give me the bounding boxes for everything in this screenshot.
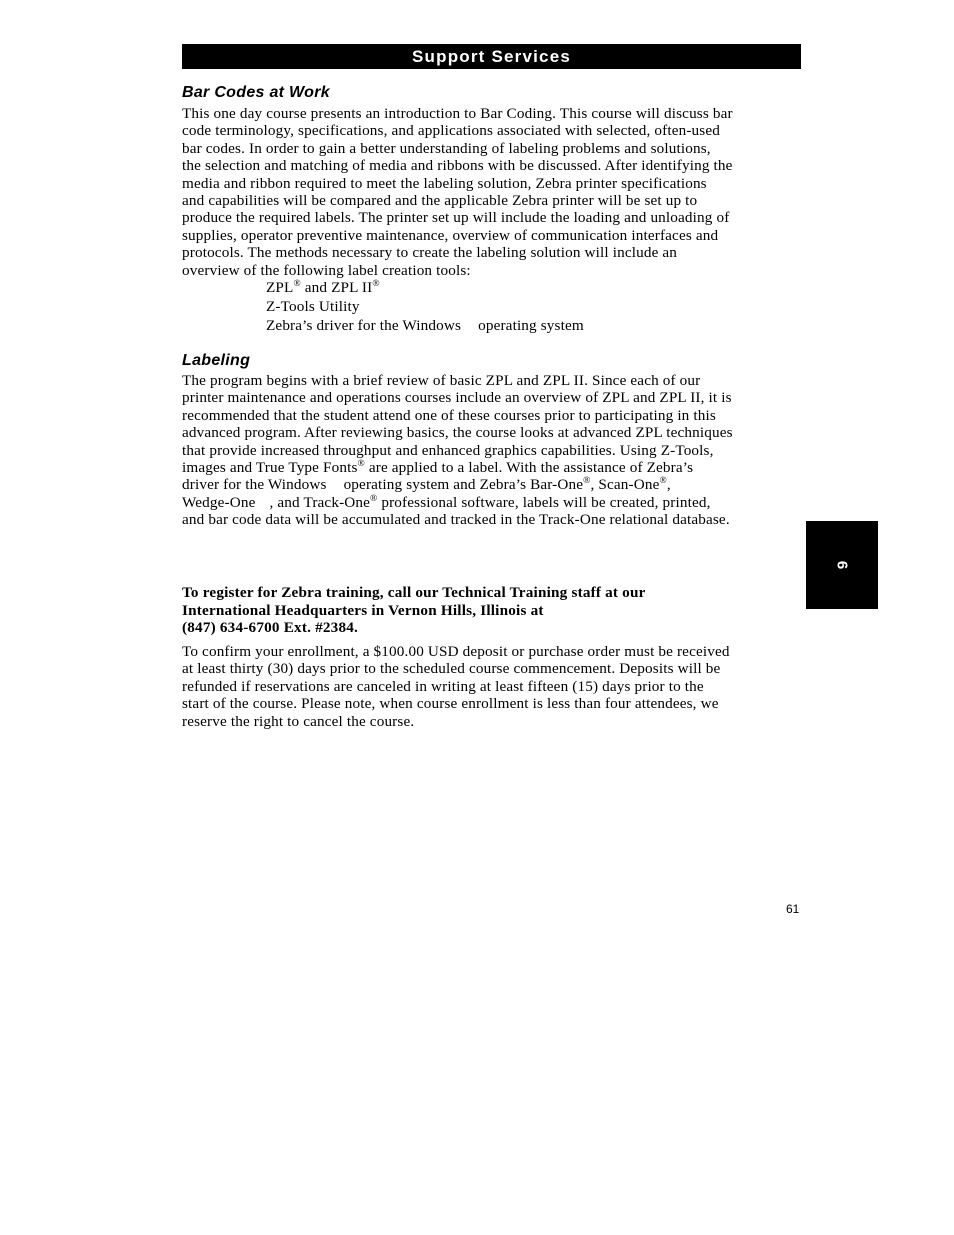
paragraph-line: recommended that the student attend one of these courses prior to participating in this xyxy=(182,406,716,424)
paragraph-line: images and True Type Fonts® are applied to a label. With the assistance of Zebra’s xyxy=(182,459,694,477)
paragraph-line: bar codes. In order to gain a better understanding of labeling problems and solutions, xyxy=(182,139,711,157)
label-creation-tools-list xyxy=(266,278,584,335)
chapter-tab-label: 6 xyxy=(833,560,851,570)
paragraph-line: that provide increased throughput and enhanced graphics capabilities. Using Z-Tools, xyxy=(182,441,714,459)
page-number: 61 xyxy=(786,902,800,916)
paragraph-line: The program begins with a brief review of basic ZPL and ZPL II. Since each of our xyxy=(182,372,701,389)
paragraph-line: driver for the Windows operating system and Zebra’s Bar-One®, Scan-One®, xyxy=(182,476,671,494)
heading-labeling: Labeling xyxy=(182,352,251,369)
paragraph-line: overview of the following label creation tools: xyxy=(182,261,471,279)
section-header-title: Support Services xyxy=(411,47,572,66)
paragraph-line: produce the required labels. The printer set up will include the loading and unloading of xyxy=(182,209,730,227)
registration-contact xyxy=(182,584,646,637)
paragraph-line: and bar code data will be accumulated and tracked in the Track-One relational database. xyxy=(182,511,730,529)
paragraph-line: the selection and matching of media and ribbons with be discussed. After identifying the xyxy=(182,157,733,175)
section-header-bar xyxy=(182,44,801,69)
paragraph-line: at least thirty (30) days prior to the scheduled course commencement. Deposits will be xyxy=(182,660,721,678)
paragraph-line: and capabilities will be compared and the applicable Zebra printer will be set up to xyxy=(182,192,698,210)
paragraph-line: Wedge-One , and Track-One® professional software, labels will be created, printed, xyxy=(182,493,711,511)
paragraph-line: supplies, operator preventive maintenance, overview of communication interfaces and xyxy=(182,226,719,244)
registration-line: International Headquarters in Vernon Hills, Illinois at xyxy=(182,601,544,619)
heading-bar-codes-at-work: Bar Codes at Work xyxy=(182,84,330,101)
paragraph-line: This one day course presents an introduction to Bar Coding. This course will discuss bar xyxy=(182,105,733,122)
paragraph-line: reserve the right to cancel the course. xyxy=(182,712,415,730)
tool-item-zpl: ZPL® and ZPL II® xyxy=(266,279,380,296)
paragraph-line: printer maintenance and operations courses include an overview of ZPL and ZPL II, it is xyxy=(182,389,732,407)
paragraph-line: advanced program. After reviewing basics, the course looks at advanced ZPL techniques xyxy=(182,424,733,442)
paragraph-line: protocols. The methods necessary to create the labeling solution will include an xyxy=(182,244,678,262)
paragraph-line: To confirm your enrollment, a $100.00 USD deposit or purchase order must be received xyxy=(182,643,730,660)
registration-phone: (847) 634-6700 Ext. #2384. xyxy=(182,619,359,637)
chapter-tab xyxy=(806,521,878,609)
paragraph-line: media and ribbon required to meet the labeling solution, Zebra printer specifications xyxy=(182,174,707,192)
paragraph-line: start of the course. Please note, when course enrollment is less than four attendees, we xyxy=(182,695,719,713)
enrollment-paragraph xyxy=(182,643,822,730)
paragraph-line: code terminology, specifications, and applications associated with selected, often-used xyxy=(182,122,720,140)
registration-line: To register for Zebra training, call our Technical Training staff at our xyxy=(182,584,646,601)
paragraph-line: refunded if reservations are canceled in writing at least fifteen (15) days prior to the xyxy=(182,677,704,695)
tool-item-windows-driver: Zebra’s driver for the Windows operating system xyxy=(266,317,584,334)
labeling-paragraph xyxy=(182,372,822,529)
tool-item-ztools: Z-Tools Utility xyxy=(266,298,360,315)
bar-codes-paragraph xyxy=(182,105,822,279)
